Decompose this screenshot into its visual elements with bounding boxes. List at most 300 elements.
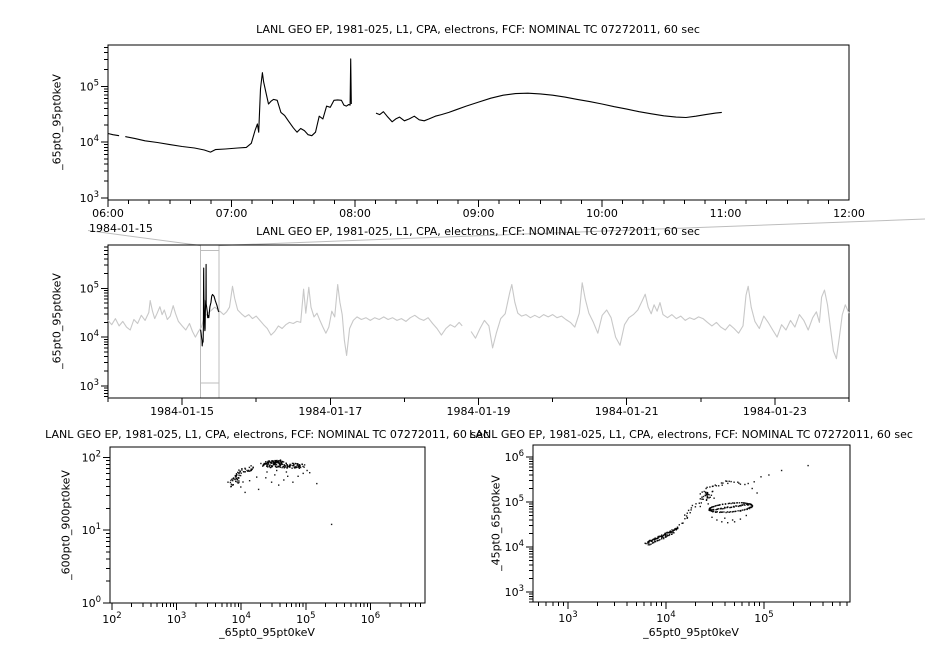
scatter-point [663,538,664,539]
scatter-point [699,503,700,504]
scatter-point [274,474,275,475]
scatter-point [768,474,769,475]
scatter-point [289,466,290,467]
scatter-point [708,503,709,504]
scatter-point [741,502,742,503]
scatter-point [302,464,303,465]
scatter-point [730,503,731,504]
panel-scatter-right [505,445,850,625]
scatter-point [712,486,713,487]
scatter-point [238,482,239,483]
x-tick-label: $10^5$ [296,611,316,626]
scatter-point [704,491,705,492]
scatter-point [739,502,740,503]
scatter-point [236,473,237,474]
scatter-point [284,467,285,468]
scatter-point [285,463,286,464]
scatter-point [289,465,290,466]
scatter-point [273,464,274,465]
scatter-point [654,541,655,542]
x-tick-label: $10^2$ [102,611,122,626]
scatter-point [722,485,723,486]
scatter-point [748,508,749,509]
panel4-title: LANL GEO EP, 1981-025, L1, CPA, electrons, FCF: NOMINAL TC 07272011, 60 sec [469,428,913,441]
y-tick-label: $10^4$ [79,134,99,150]
scatter-point [663,537,664,538]
scatter-point [665,534,666,535]
scatter-point [737,510,738,511]
scatter-point [238,473,239,474]
y-tick-label: $10^3$ [504,584,524,600]
y-tick-label: $10^2$ [81,449,101,465]
scatter-point [722,508,723,509]
x-tick-label: 08:00 [339,207,371,220]
scatter-point [299,465,300,466]
scatter-point [729,481,730,482]
scatter-point [708,497,709,498]
x-tick-label: 09:00 [462,207,495,220]
panel2-yaxis-label: _65pt0_95pt0keV [50,273,64,369]
x-tick-label: $10^5$ [754,610,774,625]
x-tick-label: $10^4$ [656,610,676,625]
scatter-point [269,466,270,467]
scatter-point [244,468,245,469]
scatter-point [727,511,728,512]
scatter-point [700,498,701,499]
scatter-point [700,493,701,494]
scatter-point [718,485,719,486]
scatter-point [705,488,706,489]
scatter-point [306,470,307,471]
scatter-point [712,491,713,492]
scatter-point [708,509,709,510]
scatter-point [706,494,707,495]
scatter-point [270,464,271,465]
scatter-point [650,544,651,545]
scatter-point [240,471,241,472]
x-tick-label: 1984-01-23 [742,405,807,418]
scatter-point [316,483,317,484]
series-gray [471,283,849,359]
scatter-point [677,527,678,528]
scatter-point [714,505,715,506]
scatter-point [730,507,731,508]
scatter-point [752,488,753,489]
scatter-point [283,479,284,480]
scatter-point [278,462,279,463]
scatter-point [242,481,243,482]
scatter-point [292,463,293,464]
scatter-point [744,509,745,510]
scatter-point [271,482,272,483]
scatter-point [720,508,721,509]
scatter-point [695,506,696,507]
scatter-point [653,542,654,543]
y-tick-label: $10^1$ [81,522,101,538]
scatter-point [732,502,733,503]
scatter-point [237,472,238,473]
scatter-point [739,505,740,506]
scatter-point [244,492,245,493]
scatter-point [687,518,688,519]
scatter-point [737,482,738,483]
scatter-point [665,533,666,534]
scatter-point [256,476,257,477]
scatter-point [270,462,271,463]
scatter-point [736,505,737,506]
scatter-point [292,482,293,483]
scatter-point [711,517,712,518]
y-tick-label: $10^3$ [79,377,99,393]
scatter-point [287,476,288,477]
plot-frame-top-timeseries[interactable] [108,45,849,200]
scatter-point [735,511,736,512]
scatter-point [732,519,733,520]
scatter-point [645,543,646,544]
plot-frame-scatter-right[interactable] [533,445,850,602]
scatter-point [238,469,239,470]
scatter-point [280,467,281,468]
scatter-point [721,482,722,483]
scatter-point [273,461,274,462]
scatter-point [679,524,680,525]
panel2-title: LANL GEO EP, 1981-025, L1, CPA, electrons, FCF: NOMINAL TC 07272011, 60 sec [256,225,700,238]
panel1-yaxis-label: _65pt0_95pt0keV [50,74,64,170]
scatter-point [303,467,304,468]
scatter-point [648,542,649,543]
scatter-point [299,468,300,469]
scatter-point [687,513,688,514]
scatter-point [265,461,266,462]
scatter-point [282,461,283,462]
scatter-point [760,476,761,477]
scatter-point [294,467,295,468]
scatter-point [727,506,728,507]
scatter-point [740,510,741,511]
scatter-point [240,475,241,476]
scatter-point [659,539,660,540]
scatter-point [297,476,298,477]
scatter-point [299,466,300,467]
scatter-point [286,471,287,472]
scatter-point [746,515,747,516]
series-gray [108,285,462,356]
scatter-point [684,514,685,515]
scatter-point [717,505,718,506]
scatter-point [251,470,252,471]
x-tick-label: $10^4$ [231,611,251,626]
scatter-point [285,465,286,466]
scatter-point [237,481,238,482]
scatter-point [690,509,691,510]
scatter-point [703,499,704,500]
y-tick-label: $10^4$ [79,329,99,345]
scatter-point [669,534,670,535]
scatter-point [734,502,735,503]
scatter-point [752,505,753,506]
scatter-point [230,482,231,483]
scatter-point [243,471,244,472]
scatter-point [238,480,239,481]
scatter-point [742,504,743,505]
panel3-yaxis-label: _600pt0_900pt0keV [59,470,73,580]
scatter-point [276,470,277,471]
scatter-point [667,535,668,536]
scatter-point [719,512,720,513]
scatter-point [807,465,808,466]
scatter-point [666,533,667,534]
x-tick-label: 1984-01-19 [446,405,511,418]
scatter-point [331,524,332,525]
x-tick-label: $10^3$ [166,611,187,626]
scatter-point [258,489,259,490]
scatter-point [728,503,729,504]
scatter-point [263,464,264,465]
scatter-point [267,461,268,462]
scatter-point [295,463,296,464]
scatter-point [708,494,709,495]
scatter-point [240,486,241,487]
scatter-point [722,511,723,512]
scatter-point [721,521,722,522]
scatter-point [754,481,755,482]
panel-top-timeseries [80,45,865,220]
scatter-point [241,469,242,470]
x-tick-label: 11:00 [709,207,742,220]
panel3-xaxis-label: _65pt0_95pt0keV [219,626,315,639]
scatter-point [684,518,685,519]
scatter-point [667,532,668,533]
scatter-point [293,464,294,465]
scatter-point [701,497,702,498]
scatter-point [241,468,242,469]
y-tick-label: $10^5$ [79,280,99,296]
scatter-point [701,502,702,503]
scatter-point [290,465,291,466]
series-black [108,134,119,136]
scatter-point [681,523,682,524]
scatter-point [740,518,741,519]
scatter-point [652,540,653,541]
scatter-point [674,528,675,529]
series-black [201,264,220,346]
scatter-point [657,540,658,541]
scatter-point [283,461,284,462]
plot-frame-scatter-left[interactable] [110,447,425,603]
scatter-point [734,521,735,522]
scatter-point [271,465,272,466]
scatter-point [300,467,301,468]
scatter-point [703,496,704,497]
scatter-point [278,484,279,485]
panel-scatter-left [82,447,425,626]
scatter-point [252,468,253,469]
scatter-point [725,512,726,513]
scatter-point [280,464,281,465]
scatter-point [715,512,716,513]
scatter-point [677,528,678,529]
scatter-point [709,486,710,487]
scatter-point [717,511,718,512]
scatter-point [688,510,689,511]
scatter-point [671,531,672,532]
scatter-point [297,463,298,464]
scatter-point [686,515,687,516]
scatter-point [252,467,253,468]
scatter-point [725,480,726,481]
scatter-point [740,484,741,485]
scatter-point [727,483,728,484]
panel3-title: LANL GEO EP, 1981-025, L1, CPA, electrons, FCF: NOMINAL TC 07272011, 60 sec [45,428,489,441]
scatter-point [710,497,711,498]
scatter-point [236,474,237,475]
scatter-point [748,483,749,484]
scatter-point [724,518,725,519]
scatter-point [713,509,714,510]
scatter-point [727,522,728,523]
scatter-point [267,466,268,467]
x-tick-label: 06:00 [92,207,124,220]
scatter-point [287,466,288,467]
x-tick-label: 1984-01-15 [150,405,215,418]
scatter-point [733,511,734,512]
scatter-point [269,461,270,462]
scatter-point [296,466,297,467]
scatter-point [661,534,662,535]
scatter-point [713,498,714,499]
scatter-point [733,482,734,483]
scatter-point [291,468,292,469]
scatter-point [282,464,283,465]
scatter-point [276,464,277,465]
scatter-point [233,478,234,479]
scatter-point [309,472,310,473]
scatter-point [274,462,275,463]
scatter-point [281,462,282,463]
scatter-point [706,499,707,500]
y-tick-label: $10^5$ [504,494,524,510]
scatter-point [265,477,266,478]
scatter-point [250,465,251,466]
scatter-point [705,492,706,493]
scatter-point [649,544,650,545]
scatter-point [692,505,693,506]
scatter-point [260,463,261,464]
scatter-point [275,464,276,465]
scatter-point [716,519,717,520]
scatter-point [230,480,231,481]
scatter-point [249,471,250,472]
scatter-point [234,479,235,480]
scatter-point [670,530,671,531]
scatter-point [744,484,745,485]
panel4-xaxis-label: _65pt0_95pt0keV [643,626,739,639]
scatter-point [740,505,741,506]
scatter-point [231,486,232,487]
scatter-point [241,473,242,474]
scatter-point [280,459,281,460]
scatter-point [245,471,246,472]
scatter-point [737,502,738,503]
scatter-point [304,464,305,465]
panel4-yaxis-label: _45pt0_65pt0keV [489,475,503,571]
x-tick-label: 1984-01-17 [298,405,363,418]
scatter-point [282,466,283,467]
scatter-point [276,467,277,468]
x-tick-label: 1984-01-21 [594,405,659,418]
y-tick-label: $10^6$ [504,449,524,465]
y-tick-label: $10^4$ [504,539,524,555]
scatter-point [227,482,228,483]
scatter-point [750,503,751,504]
scatter-point [716,485,717,486]
scatter-point [742,509,743,510]
scatter-point [756,492,757,493]
scatter-point [673,532,674,533]
scatter-point [746,508,747,509]
panel1-date-context-label: 1984-01-15 [89,222,153,235]
scatter-point [711,495,712,496]
scatter-point [286,464,287,465]
y-tick-label: $10^0$ [81,595,101,610]
scatter-point [237,479,238,480]
scatter-point [722,504,723,505]
x-tick-label: $10^6$ [360,611,381,626]
scatter-point [246,470,247,471]
scatter-point [663,535,664,536]
scatter-point [707,492,708,493]
scatter-point [238,475,239,476]
scatter-point [235,481,236,482]
scatter-point [710,509,711,510]
scatter-point [671,533,672,534]
scatter-point [723,508,724,509]
scatter-point [712,509,713,510]
x-tick-label: 07:00 [215,207,248,220]
scatter-point [690,512,691,513]
scatter-point [748,504,749,505]
scatter-point [648,544,649,545]
scatter-point [730,481,731,482]
scatter-point [725,503,726,504]
series-black [125,59,351,152]
scatter-point [276,461,277,462]
scatter-point [743,504,744,505]
scatter-point [652,539,653,540]
scatter-point [750,507,751,508]
x-tick-label: 12:00 [833,207,865,220]
scatter-point [701,498,702,499]
scatter-point [702,491,703,492]
scatter-point [238,477,239,478]
scatter-point [654,539,655,540]
scatter-point [249,480,250,481]
scatter-point [275,466,276,467]
scatter-point [658,537,659,538]
scatter-point [660,536,661,537]
scatter-point [266,471,267,472]
y-tick-label: $10^5$ [79,78,99,94]
x-tick-label: $10^3$ [558,610,578,625]
panel1-title: LANL GEO EP, 1981-025, L1, CPA, electrons, FCF: NOMINAL TC 07272011, 60 sec [256,23,700,36]
scatter-point [742,502,743,503]
scatter-point [718,505,719,506]
scatter-point [700,506,701,507]
scatter-point [734,506,735,507]
scatter-point [713,511,714,512]
scatter-point [665,535,666,536]
scatter-point [232,480,233,481]
